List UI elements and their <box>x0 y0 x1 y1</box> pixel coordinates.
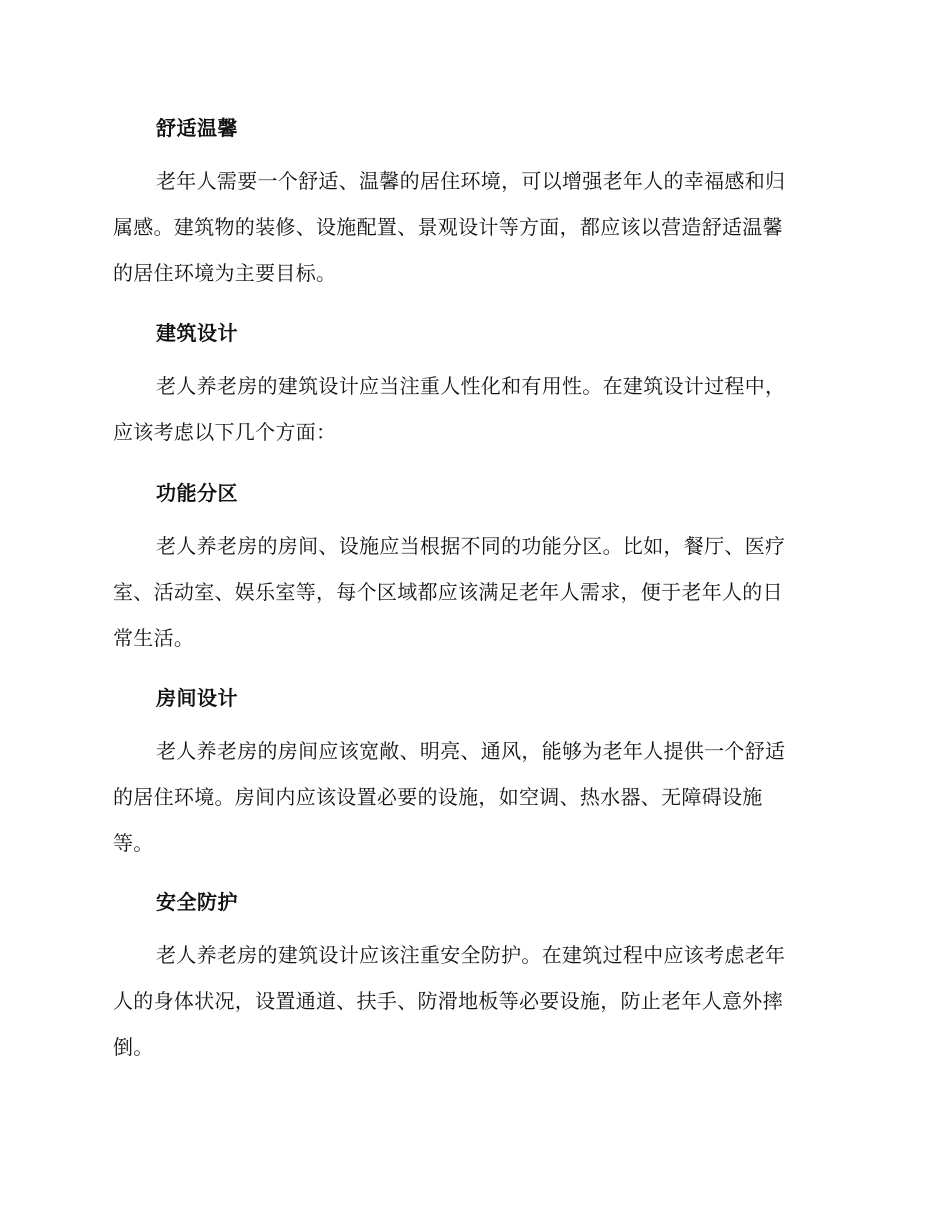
section-paragraph <box>113 932 833 1070</box>
section-comfort <box>113 114 833 296</box>
paragraph-line: 老人养老房的建筑设计应该注重安全防护。在建筑过程中应该考虑老年 <box>156 943 786 967</box>
section-architecture <box>113 319 833 455</box>
paragraph-line: 老人养老房的建筑设计应当注重人性化和有用性。在建筑设计过程中， <box>156 374 786 398</box>
paragraph-line: 老年人需要一个舒适、温馨的居住环境，可以增强老年人的幸福感和归 <box>156 169 786 193</box>
paragraph-line: 属感。建筑物的装修、设施配置、景观设计等方面，都应该以营造舒适温馨 <box>113 215 783 239</box>
section-heading: 功能分区 <box>156 481 238 505</box>
section-paragraph <box>113 363 833 455</box>
paragraph-line: 应该考虑以下几个方面： <box>113 420 337 444</box>
section-room-design <box>113 684 833 866</box>
paragraph-line: 常生活。 <box>113 626 195 650</box>
section-zoning <box>113 479 833 661</box>
section-heading: 安全防护 <box>156 890 238 914</box>
section-heading: 舒适温馨 <box>156 116 238 140</box>
section-safety <box>113 888 833 1070</box>
paragraph-line: 人的身体状况，设置通道、扶手、防滑地板等必要设施，防止老年人意外摔 <box>113 989 783 1013</box>
paragraph-line: 倒。 <box>113 1035 154 1059</box>
section-paragraph <box>113 523 833 661</box>
paragraph-line: 室、活动室、娱乐室等，每个区域都应该满足老年人需求，便于老年人的日 <box>113 580 783 604</box>
section-heading: 建筑设计 <box>156 321 238 345</box>
paragraph-line: 的居住环境。房间内应该设置必要的设施，如空调、热水器、无障碍设施 <box>113 785 763 809</box>
section-paragraph <box>113 728 833 866</box>
paragraph-line: 老人养老房的房间应该宽敞、明亮、通风，能够为老年人提供一个舒适 <box>156 739 786 763</box>
paragraph-line: 等。 <box>113 831 154 855</box>
section-paragraph <box>113 158 833 296</box>
paragraph-line: 的居住环境为主要目标。 <box>113 261 337 285</box>
paragraph-line: 老人养老房的房间、设施应当根据不同的功能分区。比如，餐厅、医疗 <box>156 534 786 558</box>
section-heading: 房间设计 <box>156 686 238 710</box>
